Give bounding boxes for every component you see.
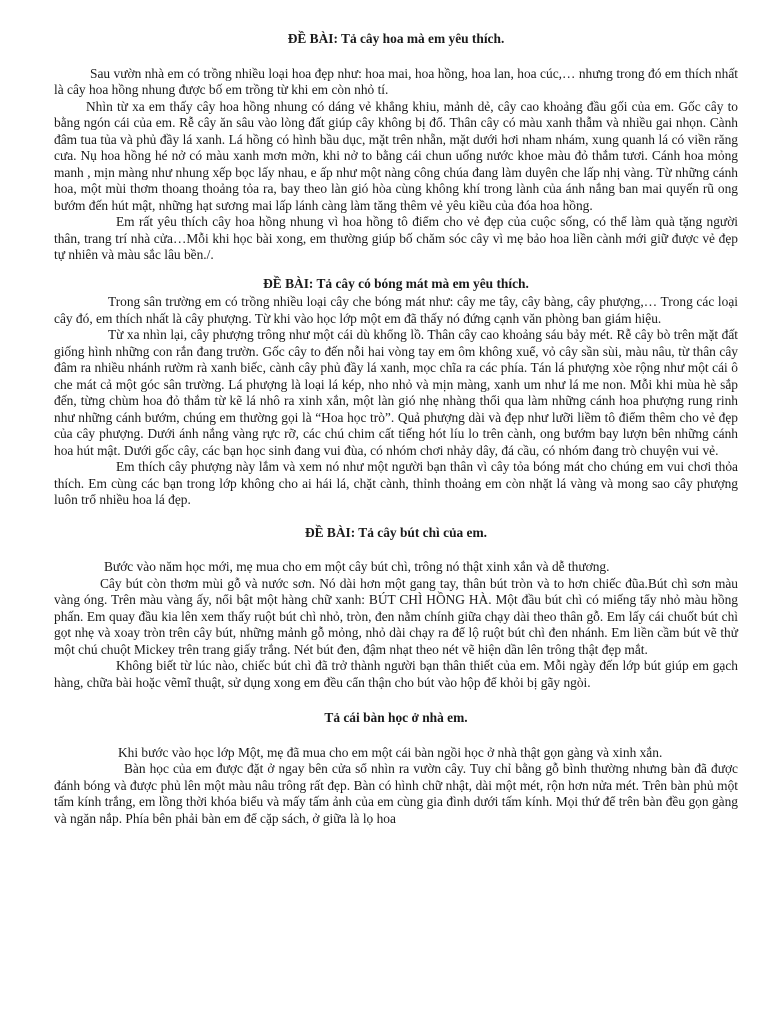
section-body [54, 745, 738, 828]
paragraph: Cây bút còn thơm mùi gỗ và nước sơn. Nó dài hơn một gang tay, thân bút tròn và to hơn chiếc đũa.Bút chì sơn màu vàng óng. Trên màu vàng ấy, nổi bật một hàng chữ xanh: BÚT CHÌ HỒNG HÀ. Một đầu bút chì có miếng tẩy nhỏ màu hồng phấn. Em quay đầu kia lên xem thấy ruột bút chì nhỏ, tròn, đen nằm chính giữa chạy dài theo thân gỗ. Em lấy cái chuốt bút chì gọt nhẹ và xoay tròn trên cây bút, những mảnh gỗ mỏng, nhỏ dài chạy ra để lộ ruột bút chì đen nhánh. Em liền cầm bút vẽ thử một chú chuột Mickey trên trang giấy trắng. Nét bút đen, đậm nhạt theo nét vẽ hiện dần lên trông thật đẹp mắt. [54, 575, 738, 657]
section-title: ĐỀ BÀI: Tả cây có bóng mát mà em yêu thích. [263, 275, 529, 291]
section-title: ĐỀ BÀI: Tả cây bút chì của em. [304, 524, 488, 540]
paragraph: Bàn học của em được đặt ở ngay bên cửa sổ nhìn ra vườn cây. Tuy chỉ bằng gỗ bình thường nhưng bàn đã được đánh bóng và được phủ lên một màu nâu trông rất đẹp. Bàn có hình chữ nhật, dài một mét, rộn hơn nửa mét. Trên bàn phủ một tấm kính trắng, em lồng thời khóa biểu và mấy tấm ảnh của em cùng gia đình dưới tấm kính. Mọi thứ để trên bàn đều gọn gàng và ngăn nắp. Phía bên phải bàn em để cặp sách, ở giữa là lọ hoa [54, 761, 738, 826]
paragraph: Em rất yêu thích cây hoa hồng nhung vì hoa hồng tô điểm cho vẻ đẹp của cuộc sống, có thể làm quà tặng người thân, trang trí nhà cửa…Mỗi khi học bài xong, em thường giúp bố chăm sóc cây vì mẹ bảo hoa liền cành mới giữ được vẻ đẹp tự nhiên và màu sắc lâu bền./. [54, 214, 738, 262]
section-body [54, 559, 738, 691]
paragraph: Em thích cây phượng này lắm và xem nó như một người bạn thân vì cây tỏa bóng mát cho chúng em vui chơi thỏa thích. Em cùng các bạn trong lớp không cho ai hái lá, chặt cành, thỉnh thoảng em còn nhặt lá vàng và mong sao cây phượng luôn trổ nhiều hoa lá đẹp. [54, 459, 738, 507]
paragraph: Từ xa nhìn lại, cây phượng trông như một cái dù khổng lồ. Thân cây cao khoảng sáu bảy mét. Rễ cây bò trên mặt đất giống hình những con rắn đang trườn. Gốc cây to đến nỗi hai vòng tay em ôm không xuể, vỏ cây sần sùi, màu nâu, từ thân cây đâm ra nhiều nhánh rườm rà xanh biếc, cành cây phủ đầy lá xanh, mọc chĩa ra các phía. Tán lá phượng xòe rộng như một cái ô che mát cả một góc sân trường. Lá phượng là loại lá kép, nho nhỏ và mịn màng, xanh um như lá me non. Mỗi khi mùa hè sắp đến, từng chùm hoa đỏ thắm từ kẽ lá nhô ra xinh xắn, một làn gió nhẹ nhàng thổi qua làm những cánh hoa phượng rung rinh như những cánh bướm, chúng em thường gọi là “Hoa học trò”. Quả phượng dài và đẹp như lưỡi liềm tô điểm thêm cho vẻ đẹp của cây phượng. Dưới ánh nắng vàng rực rỡ, các chú chim cất tiếng hót líu lo trên cành, ong bướm bay lượn bên những cánh hoa hút mật. Dưới gốc cây, các bạn học sinh đang vui đùa, có nhóm chơi nhảy dây, đá cầu, có nhóm đang trò chuyện vui vẻ. [54, 327, 738, 458]
section-body [54, 294, 738, 509]
paragraph: Không biết từ lúc nào, chiếc bút chì đã trở thành người bạn thân thiết của em. Mỗi ngày đến lớp bút giúp em gạch hàng, chữa bài hoặc vẽmĩ thuật, sử dụng xong em đều cẩn thận cho bút vào hộp để khỏi bị gãy ngòi. [54, 658, 738, 690]
paragraph: Nhìn từ xa em thấy cây hoa hồng nhung có dáng vẻ khẳng khiu, mảnh dẻ, cây cao khoảng đầu gối của em. Gốc cây to bằng ngón cái của em. Rễ cây ăn sâu vào lòng đất giúp cây không bị đổ. Thân cây có màu xanh thẫm và nhiều gai nhọn. Cành đâm tua tủa và phủ đầy lá xanh. Lá hồng có hình bầu dục, mặt trên nhẵn, mặt dưới hơi nham nhám, xung quanh lá có viền răng cưa. Nụ hoa hồng hé nở có màu xanh mơn mởn, khi nở to bằng cái chun uống nước khoe màu đỏ thắm tươi. Cánh hoa mỏng manh , mịn màng như nhung xếp bọc lấy nhau, e ấp như một nàng công chúa đang làm duyên che lấp nhị vàng. Từ những cánh hoa, một mùi thơm thoang thoảng tỏa ra, bay theo làn gió hòa cùng không khí trong lành của ánh nắng ban mai quyến rũ ong bướm đến hút mật, những hạt sương mai lấp lánh càng làm tăng thêm vẻ yêu kiều của đóa hoa hồng. [54, 98, 738, 213]
section-title: ĐỀ BÀI: Tả cây hoa mà em yêu thích. [287, 31, 505, 46]
section-ban-hoc [54, 710, 738, 827]
section-title: Tả cái bàn học ở nhà em. [324, 710, 468, 725]
paragraph: Sau vườn nhà em có trồng nhiều loại hoa đẹp như: hoa mai, hoa hồng, hoa lan, hoa cúc,… nhưng trong đó em thích nhất là cây hoa hồng nhung được bố em trồng từ khi em còn nhỏ tí. [54, 65, 738, 97]
section-but-chi [54, 525, 738, 692]
paragraph: Bước vào năm học mới, mẹ mua cho em một cây bút chì, trông nó thật xinh xắn và dễ thương. [104, 559, 610, 574]
section-cay-bong-mat [54, 276, 738, 509]
paragraph: Khi bước vào học lớp Một, mẹ đã mua cho em một cái bàn ngồi học ở nhà thật gọn gàng và xinh xắn. [118, 744, 663, 760]
paragraph: Trong sân trường em có trồng nhiều loại cây che bóng mát như: cây me tây, cây bàng, cây phượng,… Trong các loại cây đó, em thích nhất là cây phượng. Từ khi vào học lớp một em đã thấy nó đứng cạnh văn phòng ban giám hiệu. [54, 294, 738, 326]
section-body [54, 66, 738, 264]
section-cay-hoa [54, 0, 738, 264]
